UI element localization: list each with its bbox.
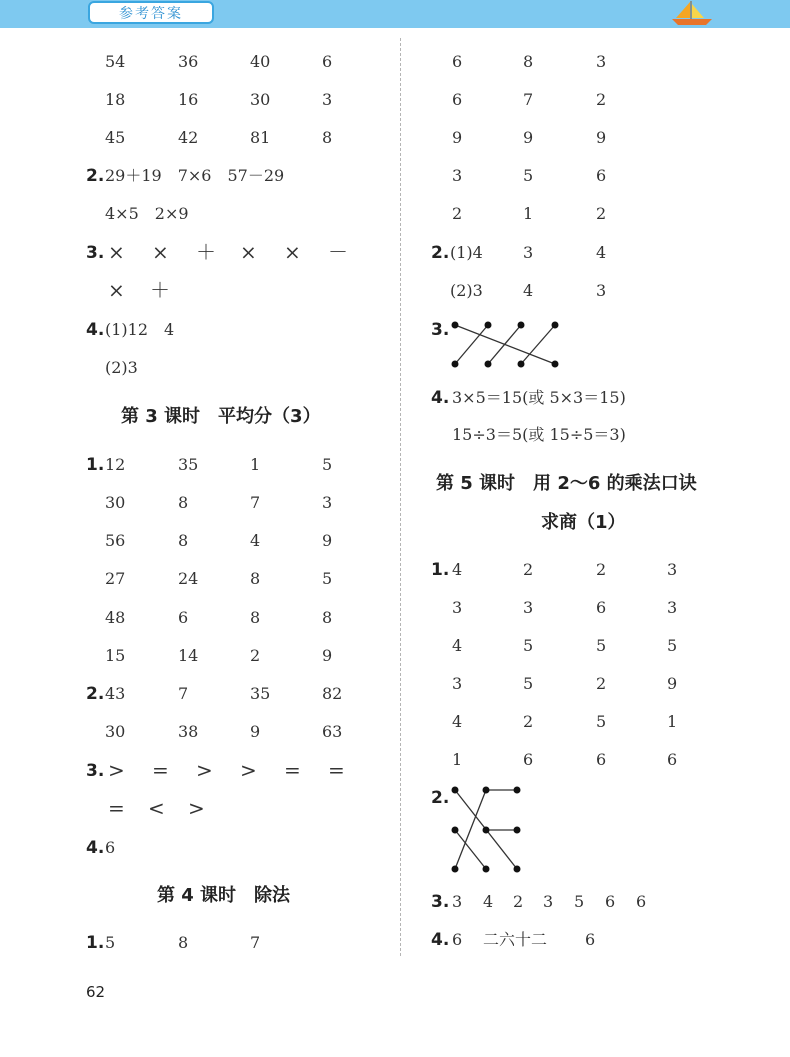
- grid-cell: 4: [523, 281, 534, 300]
- grid-cell: 7: [178, 684, 189, 703]
- answer-value: 二六十二: [483, 930, 548, 949]
- answer-value: 6: [605, 892, 616, 911]
- grid-cell: 6: [596, 598, 607, 617]
- answer-line: (1)12 4: [105, 320, 175, 339]
- grid-cell: 6: [596, 166, 607, 185]
- grid-cell: 3: [667, 560, 678, 579]
- answer-line: (2)3: [105, 358, 138, 377]
- question-number: 4.: [431, 930, 450, 950]
- grid-cell: 12: [105, 455, 126, 474]
- grid-cell: 5: [596, 636, 607, 655]
- grid-cell: 35: [178, 455, 199, 474]
- grid-cell: 1: [452, 750, 463, 769]
- grid-cell: 6: [523, 750, 534, 769]
- grid-cell: 18: [105, 90, 126, 109]
- question-number: 3.: [86, 243, 105, 263]
- grid-cell: 27: [105, 569, 126, 588]
- question-number: 1.: [431, 560, 450, 580]
- grid-cell: 5: [523, 166, 534, 185]
- page-number: 62: [86, 983, 106, 1001]
- grid-cell: 24: [178, 569, 199, 588]
- grid-cell: 38: [178, 722, 199, 741]
- grid-cell: 9: [452, 128, 463, 147]
- symbol-answer: >: [240, 758, 257, 782]
- lesson-title: 求商（1）: [541, 512, 626, 533]
- grid-cell: 81: [250, 128, 271, 147]
- question-number: 3.: [86, 761, 105, 781]
- grid-cell: 43: [105, 684, 126, 703]
- grid-cell: 5: [523, 674, 534, 693]
- grid-cell: 8: [178, 933, 189, 952]
- lesson-title: 第 4 课时 除法: [157, 885, 291, 906]
- grid-cell: 1: [667, 712, 678, 731]
- grid-cell: 3: [523, 243, 534, 262]
- grid-cell: 63: [322, 722, 343, 741]
- answer-value: 3: [452, 892, 463, 911]
- grid-cell: 5: [667, 636, 678, 655]
- grid-cell: 15: [105, 646, 126, 665]
- grid-cell: 3: [596, 52, 607, 71]
- answer-value: 6: [585, 930, 596, 949]
- question-number: 2.: [86, 166, 105, 186]
- grid-cell: 3: [667, 598, 678, 617]
- grid-cell: 9: [322, 531, 333, 550]
- symbol-answer: ×: [284, 240, 301, 264]
- symbol-answer: =: [284, 758, 301, 782]
- header-bar: [0, 0, 790, 28]
- symbol-answer: >: [108, 758, 125, 782]
- grid-cell: 5: [105, 933, 116, 952]
- symbol-answer: ＋: [150, 278, 170, 302]
- grid-cell: 36: [178, 52, 199, 71]
- lesson-title: 第 3 课时 平均分（3）: [121, 406, 321, 427]
- grid-cell: 30: [250, 90, 271, 109]
- symbol-answer: －: [328, 240, 348, 264]
- answer-value: 2: [513, 892, 524, 911]
- symbol-answer: <: [148, 796, 165, 820]
- grid-cell: 5: [322, 455, 333, 474]
- question-number: 4.: [86, 838, 105, 858]
- answer-line: 6: [105, 838, 116, 857]
- grid-cell: 45: [105, 128, 126, 147]
- grid-cell: 3: [596, 281, 607, 300]
- grid-cell: 30: [105, 722, 126, 741]
- grid-cell: 8: [178, 531, 189, 550]
- grid-cell: 1: [523, 204, 534, 223]
- symbol-answer: =: [108, 796, 125, 820]
- grid-cell: 4: [452, 560, 463, 579]
- grid-cell: 9: [250, 722, 261, 741]
- question-number: 3.: [431, 892, 450, 912]
- grid-cell: 16: [178, 90, 199, 109]
- grid-cell: 4: [452, 636, 463, 655]
- grid-cell: 6: [452, 52, 463, 71]
- grid-cell: 56: [105, 531, 126, 550]
- grid-cell: 42: [178, 128, 199, 147]
- answer-value: 6: [452, 930, 463, 949]
- grid-cell: 9: [523, 128, 534, 147]
- grid-cell: 6: [596, 750, 607, 769]
- grid-cell: 48: [105, 608, 126, 627]
- answer-value: 6: [636, 892, 647, 911]
- grid-cell: 9: [667, 674, 678, 693]
- symbol-answer: >: [188, 796, 205, 820]
- grid-cell: 4: [452, 712, 463, 731]
- grid-cell: 40: [250, 52, 271, 71]
- grid-cell: 8: [523, 52, 534, 71]
- grid-cell: 8: [250, 569, 261, 588]
- grid-cell: 5: [523, 636, 534, 655]
- answer-line: 3×5＝15(或 5×3＝15): [452, 388, 626, 407]
- grid-cell: 2: [596, 674, 607, 693]
- grid-cell: 8: [322, 608, 333, 627]
- matching-lines-diagram: [448, 318, 568, 370]
- grid-cell: 2: [596, 204, 607, 223]
- grid-cell: 6: [452, 90, 463, 109]
- lesson-title: 第 5 课时 用 2～6 的乘法口诀: [436, 473, 697, 494]
- question-number: 4.: [86, 320, 105, 340]
- matching-lines-diagram: [450, 784, 525, 874]
- grid-cell: 6: [322, 52, 333, 71]
- question-number: 2.: [86, 684, 105, 704]
- grid-cell: 3: [322, 90, 333, 109]
- grid-cell: (1)4: [450, 243, 483, 262]
- grid-cell: 8: [178, 493, 189, 512]
- grid-cell: 3: [452, 166, 463, 185]
- question-number: 1.: [86, 455, 105, 475]
- grid-cell: 2: [596, 560, 607, 579]
- symbol-answer: ×: [240, 240, 257, 264]
- grid-cell: 1: [250, 455, 261, 474]
- grid-cell: 2: [452, 204, 463, 223]
- symbol-answer: ×: [152, 240, 169, 264]
- grid-cell: 3: [523, 598, 534, 617]
- symbol-answer: ×: [108, 278, 125, 302]
- grid-cell: 14: [178, 646, 199, 665]
- question-number: 1.: [86, 933, 105, 953]
- grid-cell: 7: [250, 933, 261, 952]
- grid-cell: 2: [596, 90, 607, 109]
- grid-cell: (2)3: [450, 281, 483, 300]
- question-number: 2.: [431, 243, 450, 263]
- answer-line: 29＋19 7×6 57－29: [105, 166, 285, 185]
- grid-cell: 5: [322, 569, 333, 588]
- grid-cell: 3: [452, 598, 463, 617]
- grid-cell: 54: [105, 52, 126, 71]
- header-tab: 参考答案: [88, 1, 214, 24]
- grid-cell: 2: [250, 646, 261, 665]
- question-number: 4.: [431, 388, 450, 408]
- column-divider: [400, 38, 401, 956]
- grid-cell: 6: [178, 608, 189, 627]
- symbol-answer: ＋: [196, 240, 216, 264]
- grid-cell: 9: [596, 128, 607, 147]
- symbol-answer: >: [196, 758, 213, 782]
- sailboat-icon: [668, 0, 718, 26]
- answer-line: 4×5 2×9: [105, 204, 189, 223]
- grid-cell: 2: [523, 712, 534, 731]
- grid-cell: 2: [523, 560, 534, 579]
- grid-cell: 6: [667, 750, 678, 769]
- grid-cell: 9: [322, 646, 333, 665]
- answer-line: 15÷3＝5(或 15÷5＝3): [452, 425, 626, 444]
- grid-cell: 35: [250, 684, 271, 703]
- question-number: 3.: [431, 320, 450, 340]
- grid-cell: 5: [596, 712, 607, 731]
- symbol-answer: =: [152, 758, 169, 782]
- grid-cell: 7: [250, 493, 261, 512]
- answer-value: 3: [543, 892, 554, 911]
- answer-value: 5: [574, 892, 585, 911]
- grid-cell: 82: [322, 684, 343, 703]
- grid-cell: 8: [250, 608, 261, 627]
- grid-cell: 3: [322, 493, 333, 512]
- symbol-answer: ×: [108, 240, 125, 264]
- grid-cell: 8: [322, 128, 333, 147]
- grid-cell: 4: [596, 243, 607, 262]
- grid-cell: 30: [105, 493, 126, 512]
- question-number: 2.: [431, 788, 450, 808]
- grid-cell: 4: [250, 531, 261, 550]
- answer-value: 4: [483, 892, 494, 911]
- grid-cell: 3: [452, 674, 463, 693]
- grid-cell: 7: [523, 90, 534, 109]
- symbol-answer: =: [328, 758, 345, 782]
